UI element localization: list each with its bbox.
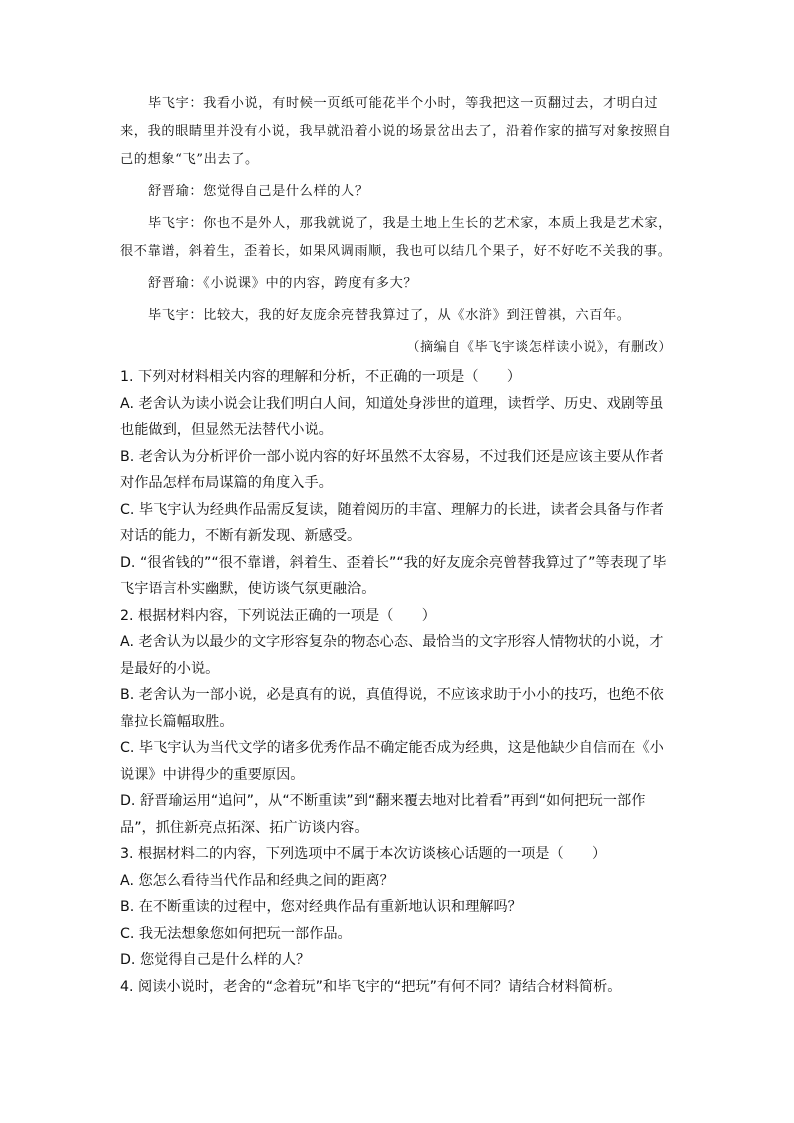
interview-paragraph [120,302,672,330]
interview-paragraph [120,178,672,206]
option-c: C. 我无法想象您如何把玩一部作品。 [120,925,352,942]
option-b: B. 老舍认为一部小说，必是真有的说，真值得说，不应该求助于小小的技巧，也绝不依靠拉长篇幅取胜。 [120,687,664,730]
question-stem: 3. 根据材料二的内容，下列选项中不属于本次访谈核心话题的一项是（ ） [120,846,607,862]
speech-text: 你也不是外人，那我就说了，我是土地上生长的艺术家，本质上我是艺术家，很不靠谱，斜着生，歪着长，如果风调雨顺，我也可以结几个果子，好不好吃不关我的事。 [120,216,672,259]
speech-text: 《小说课》中的内容，跨度有多大？ [203,276,418,291]
speaker-name: 毕飞宇： [148,96,204,111]
speaker-name: 舒晋瑜： [148,276,204,291]
option-c: C. 毕飞宇认为经典作品需反复读，随着阅历的丰富、理解力的长进，读者会具备与作者对话的能力，不断有新发现、新感受。 [120,501,664,544]
option-b: B. 在不断重读的过程中，您对经典作品有重新地认识和理解吗？ [120,899,522,915]
interview-paragraph [120,270,672,298]
question-stem: 1. 下列对材料相关内容的理解和分析，不正确的一项是（ ） [120,369,522,385]
question-stem: 2. 根据材料内容，下列说法正确的一项是（ ） [120,607,436,624]
option-d: D. 您觉得自己是什么样的人？ [120,952,311,968]
option-a: A. 老舍认为以最少的文字形容复杂的物态心态、最恰当的文字形容人情物状的小说，才是最好的小说。 [120,634,664,677]
speech-text: 我看小说，有时候一页纸可能花半个小时，等我把这一页翻过去，才明白过来，我的眼睛里并没有小说，我早就沿着小说的场景岔出去了，沿着作家的描写对象按照自己的想象“飞”出去了。 [120,96,672,167]
option-c: C. 毕飞宇认为当代文学的诸多优秀作品不确定能否成为经典，这是他缺少自信而在《小说课》中讲得少的重要原因。 [120,740,664,783]
speaker-name: 舒晋瑜： [148,184,204,199]
option-d: D. 舒晋瑜运用“追问”，从“不断重读”到“翻来覆去地对比着看”再到“如何把玩一部作品”，抓住新亮点拓深、拓广访谈内容。 [120,793,646,836]
option-b: B. 老舍认为分析评价一部小说内容的好坏虽然不太容易，不过我们还是应该主要从作者对作品怎样布局谋篇的角度入手。 [120,448,664,491]
speech-text: 您觉得自己是什么样的人？ [203,184,369,199]
question-stem: 4. 阅读小说时，老舍的“念着玩”和毕飞宇的“把玩”有何不同？请结合材料简析。 [120,978,622,995]
option-a: A. 您怎么看待当代作品和经典之间的距离？ [120,872,394,889]
speaker-name: 毕飞宇： [148,308,204,323]
option-a: A. 老舍认为读小说会让我们明白人间，知道处身涉世的道理，读哲学、历史、戏剧等虽也能做到，但显然无法替代小说。 [120,395,664,438]
speaker-name: 毕飞宇： [148,216,204,231]
interview-paragraph [120,210,672,266]
interview-excerpt [120,90,672,362]
option-d: D. “很省钱的”“很不靠谱，斜着生、歪着长”“我的好友庞余亮曾替我算过了”等表现了毕飞宇语言朴实幽默，使访谈气氛更融洽。 [120,554,667,597]
question-1 [120,364,676,603]
speech-text: 比较大，我的好友庞余亮替我算过了，从《水浒》到汪曾祺，六百年。 [203,308,631,323]
question-list [120,364,676,1000]
question-3 [120,841,676,974]
source-citation: （摘编自《毕飞宇谈怎样读小说》，有删改） [406,340,672,355]
question-4 [120,974,676,1001]
interview-paragraph [120,90,672,174]
question-2 [120,603,676,842]
